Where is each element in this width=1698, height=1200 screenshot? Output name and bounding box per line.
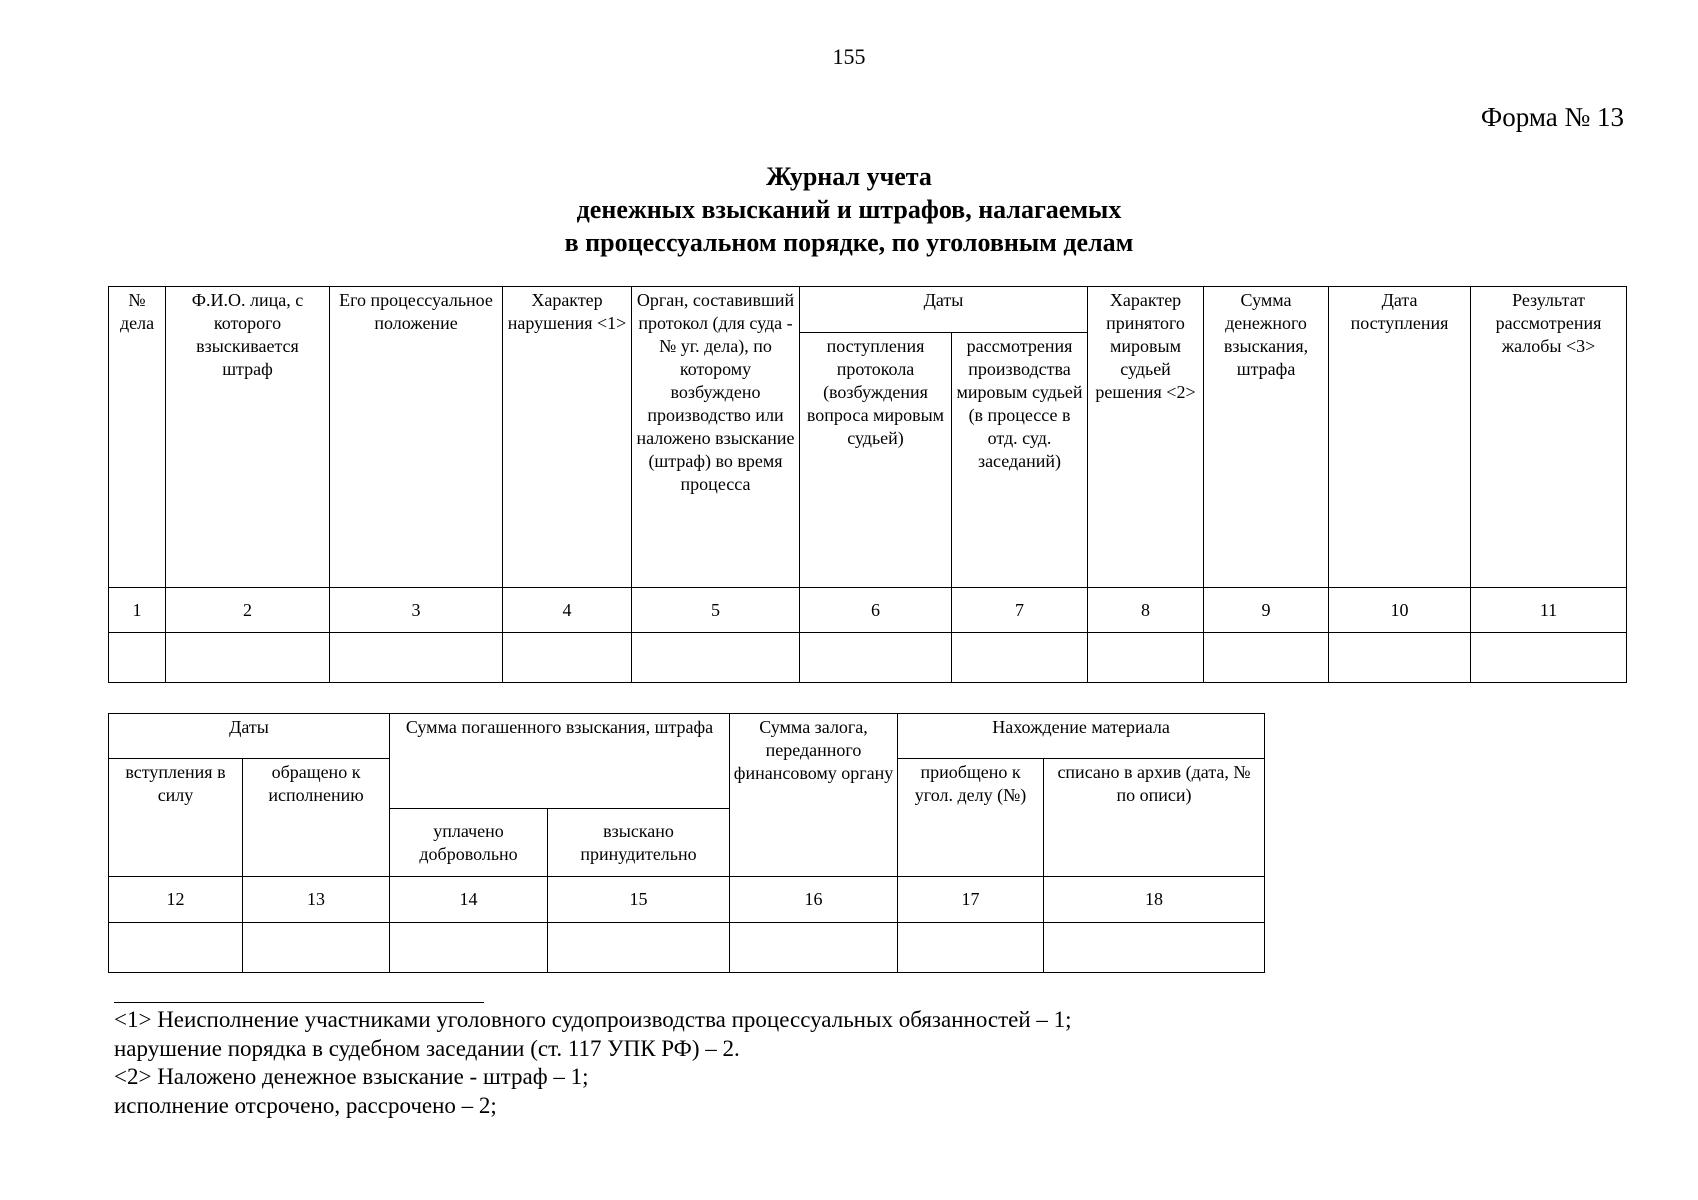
empty-cell[interactable] [800, 633, 952, 683]
footnote-line: исполнение отсрочено, рассрочено – 2; [114, 1092, 497, 1118]
column-numbers-row [109, 877, 1265, 923]
header-attached: приобщено к угол. делу (№) [898, 759, 1044, 877]
header-appeal-result: Результат рассмотрения жалобы <3> [1471, 287, 1627, 588]
col-number: 9 [1204, 588, 1329, 633]
header-case-no: № дела [109, 287, 166, 588]
col-number: 17 [898, 877, 1044, 923]
header-entry-into-force: вступления в силу [109, 759, 243, 877]
form-number: Форма № 13 [1480, 102, 1624, 132]
empty-cell[interactable] [390, 923, 548, 973]
col-number: 8 [1088, 588, 1204, 633]
header-dates: Даты [109, 714, 390, 759]
header-authority: Орган, составивший протокол (для суда - № уг. дела), по которому возбуждено производство или наложено взыскание (штраф) во время процесса [632, 287, 800, 588]
page-number: 155 [832, 44, 866, 69]
title-line-2: денежных взысканий и штрафов, налагаемых [576, 195, 1122, 224]
header-violation: Характер нарушения <1> [503, 287, 632, 588]
header-decision: Характер принятого мировым судьей решения <2> [1088, 287, 1204, 588]
footnote-line: нарушение порядка в судебном заседании (ст. 117 УПК РФ) – 2. [114, 1035, 740, 1061]
empty-cell[interactable] [330, 633, 503, 683]
title-line-1: Журнал учета [766, 162, 932, 191]
header-procedural-position: Его процессуальное положение [330, 287, 503, 588]
footnote-line: <2> Наложено денежное взыскание - штраф – 1; [114, 1064, 589, 1089]
empty-data-row [109, 633, 1627, 683]
header-date-reviewed: рассмотрения производства мировым судьей (в процессе в отд. суд. заседаний) [952, 333, 1088, 588]
empty-data-row [109, 923, 1265, 973]
document-title [0, 160, 1698, 259]
empty-cell[interactable] [166, 633, 330, 683]
col-number: 16 [730, 877, 898, 923]
empty-cell[interactable] [632, 633, 800, 683]
col-number: 10 [1329, 588, 1471, 633]
title-line-3: в процессуальном порядке, по уголовным делам [564, 228, 1134, 257]
empty-cell[interactable] [898, 923, 1044, 973]
footnote-divider [114, 1002, 484, 1003]
header-forced: взыскано принудительно [548, 809, 730, 877]
journal-table-1 [108, 286, 1627, 683]
header-row [109, 287, 1627, 333]
header-dates: Даты [800, 287, 1088, 333]
footnotes [114, 1006, 1072, 1120]
header-voluntary: уплачено добровольно [390, 809, 548, 877]
header-enforcement: обращено к исполнению [243, 759, 390, 877]
empty-cell[interactable] [109, 633, 166, 683]
header-fio: Ф.И.О. лица, с которого взыскивается штраф [166, 287, 330, 588]
empty-cell[interactable] [548, 923, 730, 973]
header-receipt-date: Дата поступления [1329, 287, 1471, 588]
col-number: 3 [330, 588, 503, 633]
col-number: 4 [503, 588, 632, 633]
empty-cell[interactable] [1204, 633, 1329, 683]
footnote-line: <1> Неисполнение участниками уголовного судопроизводства процессуальных обязанностей – 1; [114, 1007, 1072, 1032]
col-number: 5 [632, 588, 800, 633]
empty-cell[interactable] [243, 923, 390, 973]
col-number: 18 [1044, 877, 1265, 923]
col-number: 11 [1471, 588, 1627, 633]
col-number: 13 [243, 877, 390, 923]
col-number: 7 [952, 588, 1088, 633]
empty-cell[interactable] [952, 633, 1088, 683]
empty-cell[interactable] [109, 923, 243, 973]
col-number: 14 [390, 877, 548, 923]
col-number: 15 [548, 877, 730, 923]
col-number: 1 [109, 588, 166, 633]
header-row [109, 714, 1265, 759]
column-numbers-row [109, 588, 1627, 633]
header-paid-sum: Сумма погашенного взыскания, штрафа [390, 714, 730, 809]
col-number: 6 [800, 588, 952, 633]
empty-cell[interactable] [730, 923, 898, 973]
col-number: 2 [166, 588, 330, 633]
empty-cell[interactable] [1471, 633, 1627, 683]
header-amount: Сумма денежного взыскания, штрафа [1204, 287, 1329, 588]
journal-table-2 [108, 713, 1265, 973]
header-deposit: Сумма залога, переданного финансовому органу [730, 714, 898, 877]
col-number: 12 [109, 877, 243, 923]
empty-cell[interactable] [503, 633, 632, 683]
header-material-location: Нахождение материала [898, 714, 1265, 759]
empty-cell[interactable] [1088, 633, 1204, 683]
header-date-received: поступления протокола (возбуждения вопроса мировым судьей) [800, 333, 952, 588]
header-archived: списано в архив (дата, № по описи) [1044, 759, 1265, 877]
empty-cell[interactable] [1044, 923, 1265, 973]
empty-cell[interactable] [1329, 633, 1471, 683]
